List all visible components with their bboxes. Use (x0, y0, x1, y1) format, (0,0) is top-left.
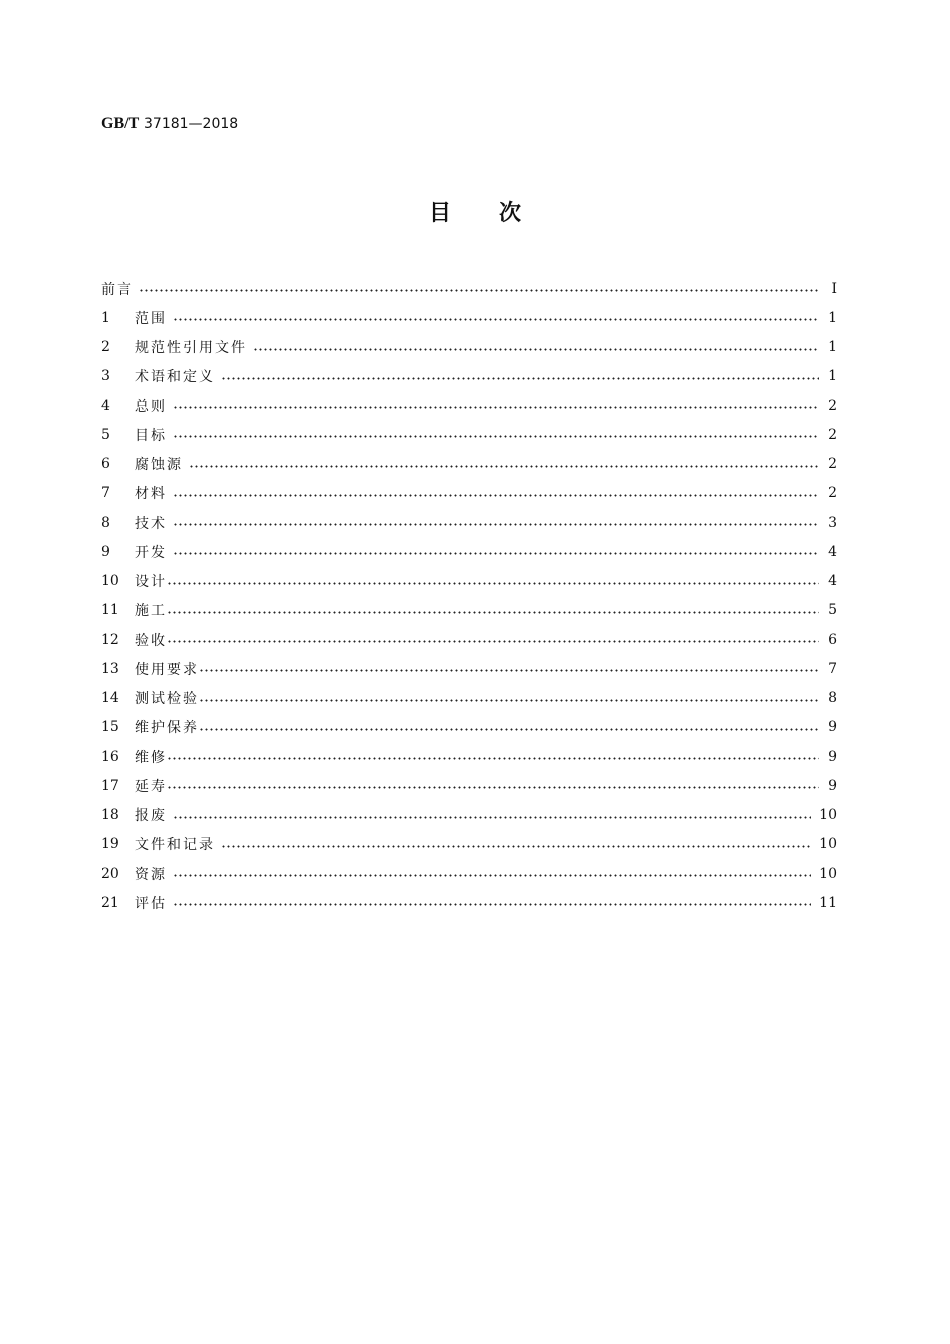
toc-entry-page: Ⅰ (831, 280, 837, 297)
toc-entry-label: 维修 (135, 749, 167, 766)
toc-entry-page: 4 (828, 573, 837, 590)
toc-entry-number: 19 (101, 836, 119, 853)
toc-entry-page: 7 (828, 660, 837, 677)
toc-entry-number: 10 (101, 573, 119, 590)
dot-leader (221, 377, 819, 380)
dot-leader (173, 816, 811, 819)
toc-entry-label: 测试检验 (135, 691, 199, 708)
toc-entry-number: 6 (101, 456, 110, 473)
toc-entry-label: 范围 (135, 310, 167, 327)
dot-leader (173, 874, 811, 877)
dot-leader (253, 348, 819, 351)
toc-entry[interactable] (101, 274, 837, 303)
table-of-contents (101, 274, 837, 918)
standard-code (101, 114, 238, 133)
toc-entry[interactable] (101, 508, 837, 537)
toc-entry-number: 13 (101, 660, 119, 677)
toc-entry[interactable] (101, 450, 837, 479)
toc-entry-number: 16 (101, 748, 119, 765)
toc-entry[interactable] (101, 771, 837, 800)
toc-entry-page: 2 (828, 397, 837, 414)
toc-entry-page: 8 (828, 690, 837, 707)
toc-entry[interactable] (101, 537, 837, 566)
dot-leader (199, 699, 819, 702)
toc-entry-label: 术语和定义 (135, 369, 215, 386)
toc-entry-number: 11 (101, 602, 119, 619)
toc-entry[interactable] (101, 684, 837, 713)
toc-entry-label: 维护保养 (135, 720, 199, 737)
standard-prefix: GB/T (101, 115, 140, 132)
dot-leader (167, 611, 819, 614)
toc-entry[interactable] (101, 420, 837, 449)
toc-entry-label: 规范性引用文件 (135, 340, 247, 357)
dot-leader (139, 289, 819, 292)
dot-leader (173, 552, 819, 555)
dot-leader (167, 786, 819, 789)
dot-leader (189, 465, 819, 468)
toc-entry-number: 12 (101, 631, 119, 648)
dot-leader (199, 728, 819, 731)
dot-leader (173, 903, 811, 906)
toc-entry-label: 前言 (101, 281, 133, 298)
toc-entry[interactable] (101, 654, 837, 683)
toc-entry-number: 14 (101, 690, 119, 707)
toc-entry-page: 2 (828, 426, 837, 443)
toc-entry-page: 1 (828, 309, 837, 326)
toc-entry-number: 15 (101, 719, 119, 736)
toc-entry-page: 4 (828, 543, 837, 560)
toc-entry-page: 11 (819, 894, 837, 911)
toc-entry-page: 1 (828, 368, 837, 385)
standard-number: 37181—2018 (144, 116, 239, 132)
toc-entry-number: 3 (101, 368, 110, 385)
dot-leader (173, 523, 819, 526)
dot-leader (173, 318, 819, 321)
toc-entry-label: 资源 (135, 866, 167, 883)
toc-entry[interactable] (101, 596, 837, 625)
dot-leader (173, 435, 819, 438)
toc-entry-number: 7 (101, 485, 110, 502)
toc-entry-page: 10 (819, 807, 837, 824)
toc-entry-page: 9 (828, 777, 837, 794)
toc-entry-label: 施工 (135, 603, 167, 620)
dot-leader (199, 669, 819, 672)
toc-entry[interactable] (101, 391, 837, 420)
toc-entry[interactable] (101, 742, 837, 771)
toc-entry-number: 2 (101, 339, 110, 356)
toc-entry-page: 9 (828, 748, 837, 765)
page-title: 目次 (428, 201, 569, 226)
toc-entry-page: 1 (828, 339, 837, 356)
toc-entry-page: 2 (828, 456, 837, 473)
toc-entry-number: 21 (101, 894, 119, 911)
dot-leader (167, 757, 819, 760)
toc-entry[interactable] (101, 479, 837, 508)
toc-entry-label: 报废 (135, 808, 167, 825)
toc-entry-number: 4 (101, 397, 110, 414)
toc-entry-page: 10 (819, 865, 837, 882)
dot-leader (173, 494, 819, 497)
toc-entry[interactable] (101, 333, 837, 362)
toc-entry-number: 20 (101, 865, 119, 882)
toc-entry-label: 评估 (135, 895, 167, 912)
toc-entry[interactable] (101, 888, 837, 917)
toc-entry-label: 总则 (135, 398, 167, 415)
dot-leader (221, 845, 811, 848)
toc-entry-label: 技术 (135, 515, 167, 532)
toc-entry-number: 17 (101, 777, 119, 794)
toc-entry[interactable] (101, 830, 837, 859)
toc-entry-number: 5 (101, 426, 110, 443)
toc-entry[interactable] (101, 303, 837, 332)
toc-entry-number: 9 (101, 543, 110, 560)
dot-leader (167, 582, 819, 585)
toc-entry-label: 验收 (135, 632, 167, 649)
toc-entry[interactable] (101, 567, 837, 596)
toc-entry[interactable] (101, 625, 837, 654)
dot-leader (167, 640, 819, 643)
toc-entry-label: 目标 (135, 427, 167, 444)
toc-entry-page: 6 (828, 631, 837, 648)
toc-entry-label: 开发 (135, 544, 167, 561)
toc-entry-page: 10 (819, 836, 837, 853)
toc-entry-number: 8 (101, 514, 110, 531)
toc-entry-label: 设计 (135, 574, 167, 591)
toc-entry-number: 18 (101, 807, 119, 824)
toc-entry-page: 9 (828, 719, 837, 736)
toc-entry-label: 延寿 (135, 778, 167, 795)
toc-entry[interactable] (101, 859, 837, 888)
toc-entry[interactable] (101, 713, 837, 742)
toc-entry-label: 材料 (135, 486, 167, 503)
toc-entry-page: 5 (828, 602, 837, 619)
toc-entry-label: 文件和记录 (135, 837, 215, 854)
dot-leader (173, 406, 819, 409)
toc-entry-page: 3 (828, 514, 837, 531)
toc-entry-label: 使用要求 (135, 661, 199, 678)
toc-entry-number: 1 (101, 309, 110, 326)
toc-entry-page: 2 (828, 485, 837, 502)
toc-entry-label: 腐蚀源 (135, 457, 183, 474)
toc-entry[interactable] (101, 801, 837, 830)
toc-entry[interactable] (101, 362, 837, 391)
